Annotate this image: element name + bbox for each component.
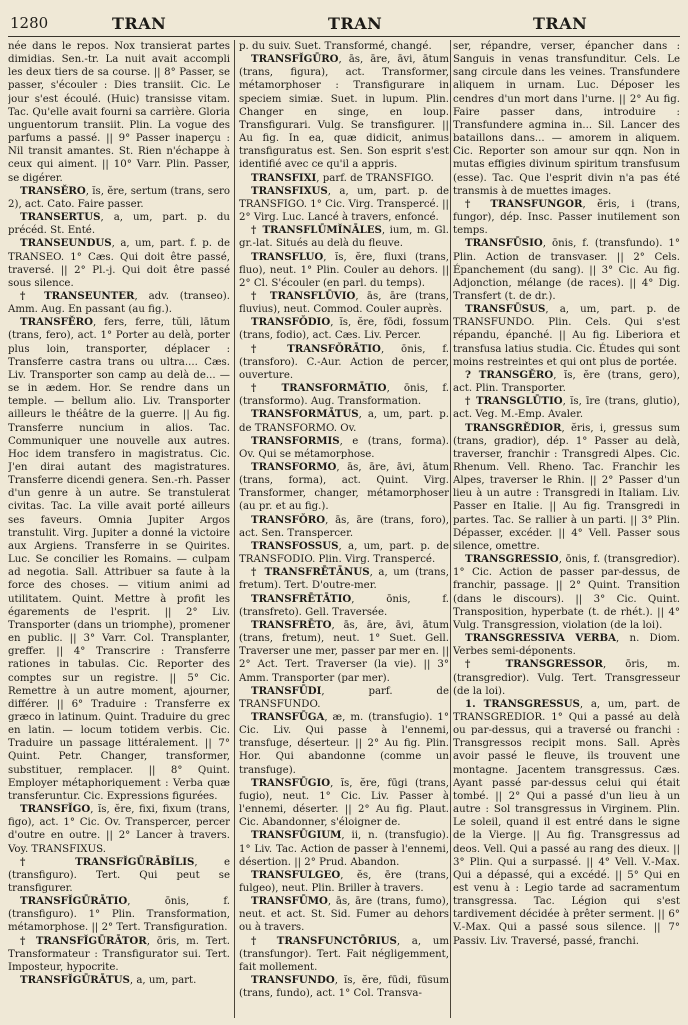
- headword: TRANSFĬGŪRO: [251, 53, 339, 66]
- dictionary-entry: † TRANSFLŪVIO, ās, āre (trans, fluvius), neut. Commod. Couler auprès.: [239, 289, 449, 316]
- dictionary-entry: TRANSFŪSIO, ōnis, f. (transfundo). 1° Plin. Action de transvaser. || 2° Cels. Épanchement (du sang). || 3° Cic. Au fig. Adjonction, mélange (de races). || 4° Dig. Transfert (t. de dr.).: [453, 237, 680, 302]
- running-headword-right: TRAN: [533, 14, 588, 33]
- running-headword-left: TRAN: [112, 14, 167, 33]
- headword: TRANSFŪMO: [251, 895, 328, 908]
- headword: TRANSFIXI: [251, 171, 317, 184]
- dictionary-entry: TRANSFĬGŪRĀTUS, a, um, part.: [20, 974, 197, 987]
- headword: † TRANSFRĒTĀNUS: [251, 566, 370, 579]
- headword: TRANSFLUO: [251, 250, 324, 263]
- headword: TRANSFORMO: [251, 461, 337, 473]
- headword: † TRANSEUNTER: [20, 289, 135, 302]
- headword: TRANSFĬGŪRĀTIO: [20, 895, 128, 908]
- headword: TRANSFŎDIO: [251, 316, 331, 329]
- headword: TRANSFŪDI: [251, 684, 322, 697]
- dictionary-entry: TRANSFĬGŪRĀTIO, ōnis, f. (transfiguro). 1° Plin. Transformation, métamorphose. || 2° Tert. Transfiguration.: [8, 895, 230, 934]
- headword: ? TRANSGĔRO: [465, 368, 554, 381]
- dictionary-entry: † TRANSFUNGOR, ĕris, i (trans, fungor), dép. Insc. Passer inutilement son temps.: [453, 197, 680, 237]
- column-divider: [234, 40, 235, 1018]
- dictionary-entry: TRANSFIXI, parf. de TRANSFIGO.: [251, 171, 434, 184]
- dictionary-entry: TRANSFĬGŪRO, ās, āre, āvi, ātum (trans, figura), act. Transformer, métamorphoser : Transfigurare in speciem simiæ. Suet. in lupum. Plin. Changer en singe, en loup. Transfigurari. Vulg. Se transfigurer. || Au fig. In ea, quæ didicit, animus transfiguratus est. Sen. Son esprit s'est identifié avec ce qu'il a appris.: [239, 53, 449, 171]
- dictionary-entry: TRANSGRĔDIOR, ĕris, i, gressus sum (trans, gradior), dép. 1° Passer au delà, traverser, franchir : Transgredi Alpes. Cic. Rhenum. Vell. Rheno. Tac. Franchir les Alpes, traverser le Rhin. || 2° Passer d'un lieu à un autre : Transgredi in Italiam. Liv. Passer en Italie. || Au fig. Transgredi in partes. Tac. Se rallier à un parti. || 3° Plin. Dépasser, excéder. || 4° Vell. Passer sous silence, omettre.: [453, 421, 680, 552]
- dictionary-entry: TRANSFORMĀTUS, a, um, part. p. de TRANSFORMO. Ov.: [239, 408, 449, 434]
- dictionary-entry: TRANSFĔRO, fers, ferre, tŭli, lātum (trans, fero), act. 1° Porter au delà, porter plus loin, transporter, déplacer : Transferre castra trans ou ultra.... Cæs. Liv. Transporter son camp au delà de... — se in ædem. Hor. Se rendre dans un temple. — bellum alio. Liv. Transporter ailleurs le théâtre de la guerre. || Au fig. Transferre nuncium in alios. Tac. Communiquer une nouvelle aux autres. Hoc idem transfero in magistratus. Cic. J'en dirai autant des magistratures. Transferre dicendi genera. Sen.-rh. Passer d'un genre à un autre. Se transtulerat civitas. Tac. La ville avait porté ailleurs ses faveurs. Omnia Jupiter Argos transtulit. Virg. Jupiter a donné la victoire aux Argiens. Transferre in se Quirites. Luc. Se concilier les Romains. — culpam ad negotia. Sall. Attribuer sa faute à la force des choses. — vitium animi ad utilitatem. Quint. Mettre à profit les égarements de l'esprit. || 2° Liv. Transporter (dans un triomphe), promener en public. || 3° Varr. Col. Transplanter, greffer. || 4° Transcrire : Transferre rationes in tabulas. Cic. Reporter des comptes sur un registre. || 5° Cic. Remettre à un autre moment, ajourner, différer. || 6° Traduire : Transferre ex græco in latinum. Quint. Traduire du grec en latin. — locum totidem verbis. Cic. Traduire un passage littéralement. || 7° Quint. Petr. Changer, transformer, substituer, remplacer. || 8° Quint. Employer métaphoriquement : Verba quæ transferuntur. Cic. Expressions figurées.: [8, 316, 230, 802]
- dictionary-entry: † TRANSFĬGŪRĀBĬLIS, e (transfiguro). Tert. Qui peut se transfigurer.: [8, 855, 230, 894]
- dictionary-entry: ? TRANSGĔRO, ĭs, ĕre (trans, gero), act. Plin. Transporter.: [453, 368, 680, 395]
- column-3: [453, 40, 680, 1020]
- page-number: 1280: [10, 14, 49, 32]
- dictionary-entry: TRANSFŪGIO, ĭs, ĕre, fūgi (trans, fugio), neut. 1° Cic. Liv. Passer à l'ennemi, déserter. || 2° Au fig. Plaut. Cic. Abandonner, s'éloigner de.: [239, 776, 449, 829]
- headword: TRANSFORMIS: [251, 434, 340, 447]
- headword: † TRANSFĬGŪRĀBĬLIS: [20, 855, 195, 868]
- entry-continuation: p. du suiv. Suet. Transformé, changé.: [239, 41, 432, 52]
- headword: TRANSFIXUS: [251, 184, 328, 197]
- headword: TRANSGRĔDIOR: [465, 421, 562, 434]
- dictionary-entry: TRANSFŪMO, ās, āre (trans, fumo), neut. et act. St. Sid. Fumer au dehors ou à travers.: [239, 895, 449, 934]
- dictionary-entry: TRANSFŪDI, parf. de TRANSFUNDO.: [239, 684, 449, 710]
- dictionary-entry: TRANSFULGEO, ĕs, ēre (trans, fulgeo), neut. Plin. Briller à travers.: [239, 868, 449, 894]
- dictionary-entry: † TRANSGLŪTIO, ĭs, īre (trans, glutio), act. Veg. M.-Emp. Avaler.: [453, 395, 680, 421]
- headword: TRANSGRESSIO: [465, 553, 559, 566]
- dictionary-entry: TRANSĔRO, ĭs, ĕre, sertum (trans, sero 2), act. Cato. Faire passer.: [8, 184, 230, 210]
- headword: TRANSFĬGŪRĀTUS: [20, 974, 130, 987]
- headword: TRANSFRĒTO: [251, 618, 332, 631]
- headword: TRANSFŪSIO: [465, 237, 543, 250]
- dictionary-entry: † TRANSGRESSOR, ōris, m. (transgredior). Vulg. Tert. Transgresseur (de la loi).: [453, 658, 680, 697]
- dictionary-entry: TRANSFORMO, ās, āre, āvi, ātum (trans, forma), act. Quint. Virg. Transformer, changer, métamorphoser (au pr. et au fig.).: [239, 461, 449, 513]
- dictionary-entry: TRANSFLUO, ĭs, ĕre, fluxi (trans, fluo), neut. 1° Plin. Couler au dehors. || 2° Cl. S'écouler (en parl. du temps).: [239, 250, 449, 289]
- dictionary-entry: 1. TRANSGRESSUS, a, um, part. de TRANSGREDIOR. 1° Qui a passé au delà ou par-dessus, qui a traversé ou franchi : Transgressos recipit mons. Sall. Après avoir passé le fleuve, ils trouvent une montagne. Jacentem transgressus. Cæs. Ayant passé par-dessus celui qui était tombé. || 2° Qui a passé d'un lieu à un autre : Sol transgressus in Virginem. Plin. Le soleil, quand il est entré dans le signe de la Vierge. || Au fig. Transgressus ad deos. Vell. Qui a passé au rang des dieux. || 3° Plin. Qui a surpassé. || 4° Vell. V.-Max. Qui a dépassé, qui a excédé. || 5° Qui en est venu à : Legio tarde ad sacramentum transgressa. Tac. Légion qui s'est tardivement décidée à prêter serment. || 6° V.-Max. Qui a passé sous silence. || 7° Passiv. Liv. Traversé, passé, franchi.: [453, 697, 680, 947]
- dictionary-entry: TRANSGRESSIVA VERBA, n. Diom. Verbes semi-déponents.: [453, 632, 680, 658]
- headword: TRANSERTUS: [20, 211, 101, 224]
- dictionary-entry: TRANSFOSSUS, a, um, part. p. de TRANSFODIO. Plin. Virg. Transpercé.: [239, 539, 449, 566]
- column-2: [239, 40, 449, 1020]
- dictionary-entry: TRANSFRĒTO, ās, āre, āvi, ātum (trans, fretum), neut. 1° Suet. Gell. Traverser une mer, passer par mer en. || 2° Act. Tert. Traverser (la vie). || 3° Amm. Transporter (par mer).: [239, 618, 449, 684]
- headword: TRANSFŪGA: [251, 710, 325, 723]
- running-headword-center: TRAN: [328, 14, 383, 33]
- dictionary-entry: TRANSGRESSIO, ōnis, f. (transgredior). 1° Cic. Action de passer par-dessus, de franchir, passage. || 2° Quint. Transition (dans le discours). || 3° Cic. Quint. Transposition, hyperbate (t. de rhét.). || 4° Vulg. Transgression, violation (de la loi).: [453, 553, 680, 631]
- dictionary-entry: TRANSFŎDIO, ĭs, ĕre, fōdi, fossum (trans, fodio), act. Cæs. Liv. Percer.: [239, 316, 449, 342]
- headword: † TRANSGLŪTIO: [465, 395, 563, 408]
- column-divider: [450, 40, 451, 1018]
- dictionary-entry: TRANSFŪSUS, a, um, part. p. de TRANSFUNDO. Plin. Cels. Qui s'est répandu, épanché. || Au fig. Liberiora et transfusa latius studia. Cic. Études qui sont moins restreintes et qui ont plus de portée.: [453, 303, 680, 368]
- headword: † TRANSFĬGŪRĀTOR: [20, 934, 147, 947]
- dictionary-entry: TRANSFUNDO, ĭs, ĕre, fūdi, fūsum (trans, fundo), act. 1° Col. Transva-: [239, 974, 449, 1000]
- dictionary-entry: TRANSFĬGO, ĭs, ĕre, fixi, fixum (trans, figo), act. 1° Cic. Ov. Transpercer, percer d'outre en outre. || 2° Lancer à travers. Voy. TRANSFIXUS.: [8, 803, 230, 855]
- dictionary-entry: † TRANSFLŪMĬNĀLES, ium, m. Gl. gr.-lat. Situés au delà du fleuve.: [239, 224, 449, 250]
- dictionary-entry: TRANSFRĒTĀTIO, ōnis, f. (transfreto). Gell. Traversée.: [239, 592, 449, 618]
- header-rule: [8, 36, 680, 37]
- headword: TRANSFĬGO: [20, 803, 91, 816]
- column-1: [8, 40, 230, 1020]
- dictionary-entry: † TRANSFRĒTĀNUS, a, um (trans, fretum). Tert. D'outre-mer.: [239, 566, 449, 592]
- headword: TRANSFŪGIO: [251, 776, 331, 789]
- headword: TRANSĔRO: [20, 184, 86, 197]
- dictionary-entry: TRANSFIXUS, a, um, part. p. de TRANSFIGO. 1° Cic. Virg. Transpercé. || 2° Virg. Luc. Lancé à travers, enfoncé.: [239, 184, 449, 224]
- headword: † TRANSFORMĀTIO: [251, 382, 387, 395]
- dictionary-entry: TRANSFORMIS, e (trans, forma). Ov. Qui se métamorphose.: [239, 434, 449, 460]
- dictionary-entry: † TRANSEUNTER, adv. (transeo). Amm. Aug. En passant (au fig.).: [8, 289, 230, 316]
- headword: † TRANSFLŪMĬNĀLES: [251, 224, 382, 237]
- headword: TRANSFUNDO: [251, 974, 335, 987]
- dictionary-entry: † TRANSFUNCTŌRIUS, a, um (transfungor). Tert. Fait négligemment, fait mollement.: [239, 934, 449, 973]
- headword: TRANSFŪGIUM: [251, 829, 342, 842]
- dictionary-entry: TRANSFŪGA, æ, m. (transfugio). 1° Cic. Liv. Qui passe à l'ennemi, transfuge, déserteur. || 2° Au fig. Plin. Hor. Qui abandonne (comme un transfuge).: [239, 710, 449, 776]
- dictionary-entry: † TRANSFĬGŪRĀTOR, ōris, m. Tert. Transformateur : Transfigurator sui. Tert. Imposteur, hypocrite.: [8, 934, 230, 973]
- entry-continuation: née dans le repos. Nox transierat partes dimidias. Sen.-tr. La nuit avait accompli les deux tiers de sa course. || 8° Passer, se passer, s'écouler : Dies transiit. Cic. Le jour s'est écoulé. (Huic) transisse vitam. Tac. Qu'elle avait fourni sa carrière. Gloria unguentorum transiit. Plin. La vogue des parfums a passé. || 9° Passer inaperçu : Nil transit amantes. St. Rien n'échappe à ceux qui aiment. || 10° Varr. Plin. Passer, se digérer.: [8, 41, 230, 184]
- headword: † TRANSFLŪVIO: [251, 289, 356, 302]
- dictionary-entry: † TRANSFORMĀTIO, ōnis, f. (transformo). Aug. Transformation.: [239, 382, 449, 408]
- headword: TRANSFRĒTĀTIO: [251, 592, 352, 605]
- headword: TRANSFULGEO: [251, 868, 341, 881]
- headword: † TRANSGRESSOR: [465, 658, 603, 671]
- headword: 1. TRANSGRESSUS: [465, 697, 580, 710]
- dictionary-entry: TRANSFŎRO, ās, āre (trans, foro), act. Sen. Transpercer.: [239, 513, 449, 539]
- headword: TRANSEUNDUS: [20, 237, 112, 250]
- dictionary-entry: † TRANSFŎRĀTIO, ōnis, f. (transforo). C.-Aur. Action de percer, ouverture.: [239, 342, 449, 381]
- headword: TRANSFORMĀTUS: [251, 408, 359, 421]
- dictionary-entry: TRANSFŪGIUM, ii, n. (transfugio). 1° Liv. Tac. Action de passer à l'ennemi, désertion. || 2° Prud. Abandon.: [239, 829, 449, 868]
- headword: TRANSFŪSUS: [465, 303, 546, 316]
- headword: † TRANSFUNCTŌRIUS: [251, 934, 397, 947]
- page-header: [0, 0, 688, 38]
- headword: † TRANSFŎRĀTIO: [251, 342, 381, 355]
- headword: TRANSFŎRO: [251, 513, 326, 526]
- headword: TRANSFOSSUS: [251, 539, 339, 552]
- headword: TRANSGRESSIVA VERBA: [465, 632, 617, 645]
- dictionary-entry: TRANSERTUS, a, um, part. p. du précéd. St. Enté.: [8, 211, 230, 237]
- headword: † TRANSFUNGOR: [465, 197, 583, 210]
- dictionary-entry: TRANSEUNDUS, a, um, part. f. p. de TRANSEO. 1° Cæs. Qui doit être passé, traversé. || 2° Pl.-j. Qui doit être passé sous silence.: [8, 237, 230, 289]
- entry-continuation: ser, répandre, verser, épancher dans : Sanguis in venas transfunditur. Cels. Le sang circule dans les veines. Transfundere aliquem in urnam. Luc. Déposer les cendres d'un mort dans l'urne. || 2° Au fig. Faire passer dans, introduire : Transfundere agmina in... Sil. Lancer des bataillons dans... — amorem in aliquem. Cic. Reporter son amour sur qqn. Non in mutas effigies divinum spiritum transfusum (esse). Tac. Que l'esprit divin n'a pas été transmis à de muettes images.: [453, 41, 680, 197]
- headword: TRANSFĔRO: [20, 316, 93, 329]
